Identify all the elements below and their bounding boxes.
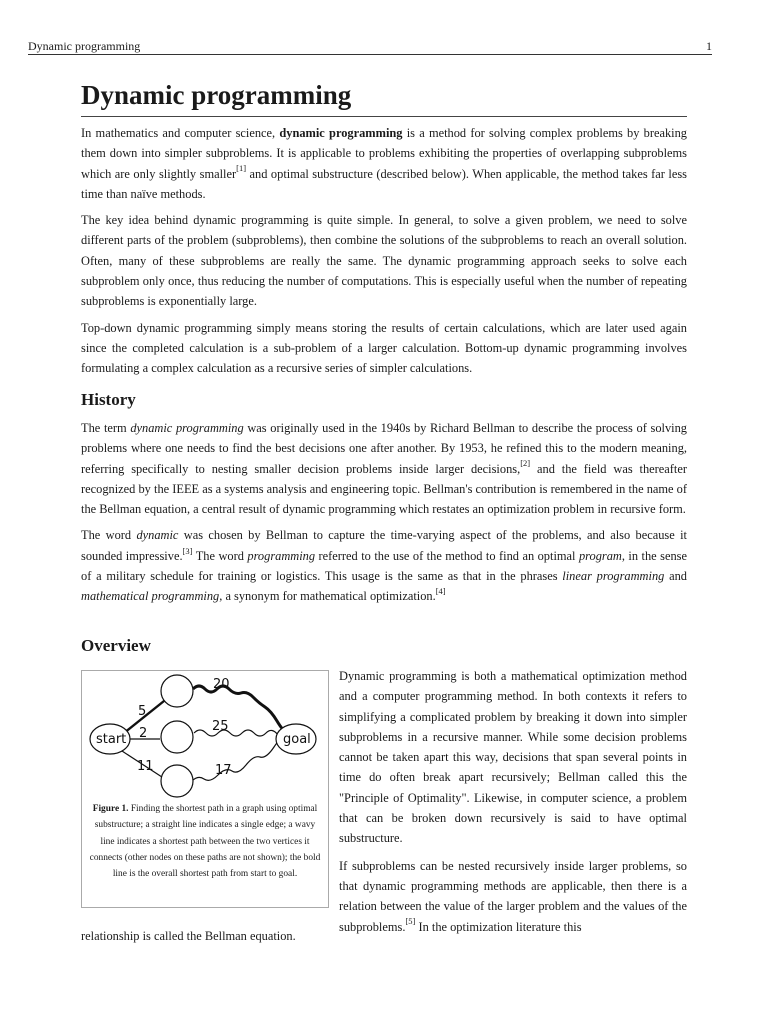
node-top bbox=[161, 675, 193, 707]
running-header bbox=[28, 38, 712, 55]
node-middle bbox=[161, 721, 193, 753]
overview-paragraph-2: If subproblems can be nested recursively inside larger problems, so that dynamic programming methods are applicable, then there is a relation between the value of the larger problem and the values of the subproblems.[5] In the optimization literature this bbox=[339, 858, 687, 934]
citation-link[interactable]: [3] bbox=[182, 545, 193, 556]
citation-link[interactable]: [1] bbox=[236, 163, 247, 174]
overview-heading: Overview bbox=[81, 636, 151, 655]
page-number: 1 bbox=[706, 39, 712, 53]
figure-1 bbox=[81, 670, 329, 908]
figure-caption: Figure 1. Finding the shortest path in a graph using optimal substructure; a straight line indicates a single edge; a wavy line indicates a shortest path between the two vertices it connects (other nodes on these paths are not shown); the bold line is the overall shortest path from start to goal. bbox=[89, 804, 321, 880]
weight-2: 2 bbox=[139, 726, 148, 741]
weight-11: 11 bbox=[137, 759, 154, 774]
overview-paragraph-1: Dynamic programming is both a mathematical optimization method and a computer programming method. In both contexts it refers to simplifying a complicated problem by breaking it down into simpler subproblems in a recursive manner. While some decision problems cannot be taken apart this way, decisions that span several points in time do often break apart recursively; Bellman called this the "Principle of Optimality". Likewise, in computer science, a problem that can be broken down recursively is said to have optimal substructure. bbox=[339, 669, 687, 846]
weight-25: 25 bbox=[212, 719, 229, 734]
overview-right-column bbox=[339, 666, 687, 937]
citation-link[interactable]: [4] bbox=[435, 586, 446, 597]
shortest-path-graph bbox=[82, 671, 328, 801]
article-body bbox=[81, 80, 688, 943]
history-paragraph-1: The term dynamic programming was originally used in the 1940s by Richard Bellman to describe the process of solving problems where one needs to find the best decisions one after another. By 1953, he refined this to the modern meaning, referring specifically to nesting smaller decision problems inside larger decisions,[2] and the field was thereafter recognized by the IEEE as a systems analysis and engineering topic. Bellman's contribution is remembered in the name of the Bellman equation, a central result of dynamic programming which restates an optimization problem in recursive form. bbox=[81, 421, 687, 517]
weight-5: 5 bbox=[138, 704, 147, 719]
history-section bbox=[81, 390, 687, 607]
weight-17: 17 bbox=[215, 763, 232, 778]
weight-20: 20 bbox=[213, 677, 230, 692]
history-paragraph-2: The word dynamic was chosen by Bellman to capture the time-varying aspect of the problems, and also because it sounded impressive.[3] The word programming referred to the use of the method to find an optimal program, in the sense of a military schedule for training or logistics. This usage is the same as that in the phrases linear programming and mathematical programming, a synonym for mathematical optimization.[4] bbox=[81, 528, 687, 604]
intro-paragraph-1: In mathematics and computer science, dynamic programming is a method for solving complex problems by breaking them down into simpler subproblems. It is applicable to problems exhibiting the properties of overlapping subproblems which are only slightly smaller[1] and optimal substructure (described below). When applicable, the method takes far less time than naïve methods. bbox=[81, 126, 688, 201]
term-dynamic-programming: dynamic programming bbox=[279, 126, 403, 140]
citation-link[interactable]: [2] bbox=[520, 458, 531, 469]
intro-paragraph-2: The key idea behind dynamic programming is quite simple. In general, to solve a given problem, we need to solve different parts of the problem (subproblems), then combine the solutions of the subproblems to reach an overall solution. Often, many of these subproblems are really the same. The dynamic programming approach seeks to solve each subproblem only once, thus reducing the number of computations. This is especially useful when the number of repeating subproblems is exponentially large. bbox=[81, 213, 687, 309]
wavy-path-mid-to-goal bbox=[194, 730, 278, 736]
overview-continuation bbox=[81, 926, 687, 946]
node-bottom bbox=[161, 765, 193, 797]
overview-paragraph-2-continued: relationship is called the Bellman equation. bbox=[81, 929, 296, 943]
page-title: Dynamic programming bbox=[81, 80, 687, 117]
citation-link[interactable]: [5] bbox=[405, 916, 416, 927]
intro-paragraph-3: Top-down dynamic programming simply means storing the results of certain calculations, which are later used again since the completed calculation is a sub-problem of a larger calculation. Bottom-up dynamic programming involves formulating a complex calculation as a recursive series of simpler calculations. bbox=[81, 320, 687, 376]
label-start: start bbox=[96, 732, 127, 747]
label-goal: goal bbox=[283, 732, 311, 747]
history-heading: History bbox=[81, 390, 136, 409]
wavy-path-bottom-to-goal bbox=[192, 737, 284, 781]
running-header-title: Dynamic programming bbox=[28, 39, 141, 53]
bold-path-top-to-goal bbox=[193, 686, 287, 733]
overview-section bbox=[81, 636, 151, 656]
